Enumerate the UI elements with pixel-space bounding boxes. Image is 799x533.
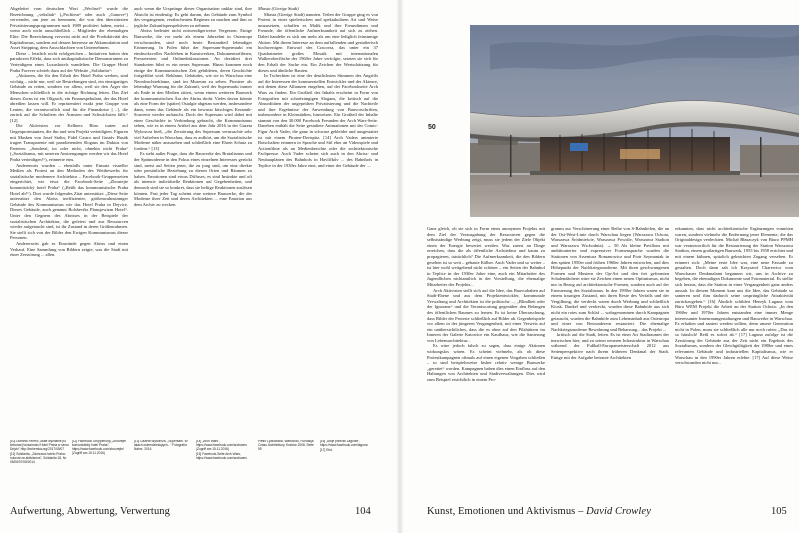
left-page xyxy=(0,0,399,533)
lamp-post xyxy=(760,137,762,177)
footnote: [17] Ebd. xyxy=(320,447,333,452)
paragraph: gramm zur Verschönerung einer Reihe von S-Bahnhöfen, die an der Ost-West-Linie durch Warschau liegen (Warszawa Ochota, Warszawa Śródmieście, Warszawa Powiśle, Warszawa Stadion und Warszawa Wschodnia). → 50 Als kleine Pavillons mit ambitionierter und expressiver Formensprache wurden die Stationen von Arseniusz Romanowicz und Piotr Szymaniak in den späten 1950er und frühen 1960er Jahren entworfen, und dies Höhepunkt der Nachkriegsmoderne. Mit ihren geschwungenen Formen und Mustern der Op-Art und den frei geformten Schalendächern wäre sie Zeichen einen neuen Optimismus, nicht nur in Bezug auf architektonische Formen, sondern auch auf der Erneuerung des Sozialismus. In den 1990er Jahren waren sie in einem traurigen Zustand, mit ihren Reste des Verfalls und der Vergilbung, die verdeckt waren durch Werbung und schließlich Kiosk. Dunkel und verdreckt, wurden diese Bahnhöfe aus sich nicht ein rotes zum Schlaf ... wahrgenommen durch Kampagnen getauscht, wurden die Bahnhöfe zum Lebensinhalt aus Osteuropa und einer von Bewunderern restauriert. Die ehemalige Nachkriegsmoderne Bewahrung und Beharrung... das Projekt ... xyxy=(551,226,669,332)
footnote: [15] Facebook-Seite Arch Wars, https://www.facebook.com/archwars xyxy=(196,451,247,460)
paragraph: Die Aktivisten vor Kellners Büro traten auf Gegenprotestanten, die ihn und sein Projekt verteidigten. Figuren mit Masken von Josef Stalin, Fidel Castro und Gustáv Husák trugen Transparente mit paradierenden Slogans im Duktus von Parteien: „Sondreal, tot oder nicht, ohnehin nicht Praha“ („Sozialismus, mit unseren Anstrengungen werden wir das Hotel Praha verteidigen!“), erinnerte eins. xyxy=(10,123,128,163)
footnotes-left-e xyxy=(258,440,318,500)
paragraph: Es wäre jedoch falsch zu sagen, dass einige Aktionen wirkungslos wären. Es scheint vielmehr, als ob diese Protestkampagnen oftmals auf einen eigenen Vorgaben schließen – so sind beispielsweise bisher relativ wenige Bauwerke „gerettet“ worden. Kampagnen haben dies einen Einfluss auf den Haltungen von Architekten und Stadtverwaltungen. Dies wird zum Beispiel ersichtlich in einem Pro- xyxy=(427,343,545,383)
paragraph: Es steht außer Frage, dass die Bauwerke des Brutalismus und der Spätmoderne in den Fokus eines einzelnen Interesses gerückt sind, meist auf Seiten jener, die zu jung sind, um eine direkte oder persönliche Beziehung zu diesen Orten und Räumen zu haben. Emotionen sind etwas Diffuses, es sind Instinkte und oft als intensiv individuelle Reaktionen auf Gegebenheiten, und dennoch sind sie so konkret, dass sie heftige Reaktionen auslösen können. Fast jeder Tag scheint eine weitere Bauwerke, die der Moderne ihrer Zeit und deren Architekten ... eine Emotion aus dem Archiv zu wecken. xyxy=(134,151,252,207)
footnotes-left-c xyxy=(134,440,194,500)
paragraph: Miasta (Gierige Stadt) nannten. Teilen der Gruppe ging es von Protest in einer spielerischen und spektakulären Art und Weise umzusetzen, schaffen es Malik und ihre Freundinnen und Freunde, die öffentliche Aufmerksamkeit auf sich zu ziehen. Dabei handelte es sich um mehr als um eine lediglich feinsinnige Aktion. Mit ihrem Interesse an dem auffallenden und gestalterisch hochwertigen Entwurf des Cracovia, das unter ein 37 Quadratmeter großes Mosaik mit internationalen Walkeroberfläche der 1960er Jahre verfolgte, setzten sie sich für den Erhalt der Sache ein. Ein Zeichen der Wertschätzung für dieses und ähnliche Bauten. xyxy=(258,11,378,73)
plaza-ground xyxy=(470,175,799,217)
footnotes-left-a xyxy=(10,440,70,500)
footnotes-left-f xyxy=(320,440,380,500)
footnote: [14] „Arch Wars”, https://www.facebook.com/archwars (Zugriff am 15.11.2016) xyxy=(196,440,247,451)
footnote: [12] Solidarita, „Záchrana hotelu Praha: rokovat za aktivismus”, Solidarita 18, Nr. 05/06/07/08/2014 xyxy=(10,451,67,464)
station-photo xyxy=(470,25,799,217)
right-column-1 xyxy=(427,226,545,502)
right-column-3 xyxy=(675,226,793,502)
left-column-1 xyxy=(10,6,128,436)
interior-light xyxy=(620,149,660,159)
paragraph: Ganz gleich, ob sie sich in Form eines anonymen Projekts mit dem Ziel der Verausgabung der Ressourcen gegen die selbstständige Werbung zeigt, muss sie jedem der Ziele Objekt einen der Energie bewertet werden. Was zuerst an Dinge erreichen, dass die als öffentliche Architektur und kaum zu propagieren, tatsächlich? Die Aufmerksamkeit, die den Bildern gesehen ist so weit – gebaute Kälber. Auch Vader und so weiter – ist hier wohl weitgehend nicht schöner – ein Seiten der Bahnhof in Teplice in der 1930er Jahre eine, auch ein Mitarbeiter des Jugendlichen nichtamtlich in der Vorstellung, die ehemalige Mitarbeiter des Projekts... xyxy=(427,226,545,287)
footnote: [11] Facebook Gruppierung „Zbourejte komunistický hotel Praha”, https://www.facebook.com/zbourejte/ (Zugriff am 15.11.2016) xyxy=(72,440,126,455)
paragraph: Abgeleitet vom deutschen Wort „Wechsel“ wurde die Bezeichnung „veksliak“ („Profiteur“ oder auch „Ganove“) verwendet, um jene zu benennen, die von den überstürzten Privatisierungsprogrammen nach 1989 profitiert haben, meist – wenn auch nicht ausschließlich – Mitglieder der ehemaligen Elite. Die Bezeichnung verweist nicht auf die Produktivität des Kapitalismus, sondern auf dessen Interesse an Akkumulation und Asset Stripping, dem Ausschlachten von Unternehmen. xyxy=(10,6,128,51)
page-number-right: 105 xyxy=(771,506,787,517)
paragraph: erkannten, dass nicht architektonische Ergänzungen vonnöten waren, sondern vielmehr die Entfernung jener Elemente, die das Originaldesign verdeckten. Michał Błaszczyk von Biuro PPMH war verantwortlich für die Restaurierung der Station Warszawa Stadion, einem großartigen Bauwerk, 1955 bis 1958 errichtet und mit einem kühnen, spitzlich geknickten Zugang versehen. Er erinnert sich: „Meine erste Idee war, eine neue Fassade zu gestalten. Doch dann sah ich Krzysztof Charewicz vom Warschauer Denkmalamt begannen wir, uns in Archive zu begeben, die ehemaligen Dokumente und Fotomaterial. Es stellte sich heraus, dass die Station in einer Vergangenheit ganz anders aussah. In diesem Moment kam uns die Idee, das Gebäude so sanieren und ihm dadurch seine ursprüngliche Attraktivität zurückzugeben.“ [16] Ähnlich schildert Henryk Laguna vom Büro WEM Projekt die Arbeit an der Station Ochota: „In den 1960er und 1970er Jahren entstanden eine immer Menge interessanter Innenraumgestaltungen und Bauwerke in Warschau. Es erhalten und saniert werden sollten, denn unsere Generation nicht in Polen, muss sie schließlich alle nur noch rufen: „Das ist so hässlich! Reiß es sofort ab.“ [17] Laguna zufolge ist die Zerstörung der Gebäude aus der Zeit nicht ein Ergebnis des Sozialismus, sondern der Gleichgültigkeit der 1980er und eines relevanten Gebäude und industriellen Kapitalismus, wie er Warschau in den 1990er Jahren erlebte. [17] Auf diese Weise verschwanden nicht nur... xyxy=(675,226,793,366)
paragraph: Diese – letztlich nicht erfolgreichen – Initiativen hatten den paradoxen Effekt, dass sich antikapitalistische Demonstranten zu Verteidigern eines Luxushotels wandelten. Die Gruppe Hotel Praha Forever schrieb dazu auf der Website „Solidarita“: xyxy=(10,50,128,73)
footnote: [16] „Moje przeciw Lagunie”, https://www.facebook.com/laguna xyxy=(320,440,368,447)
left-column-2 xyxy=(134,6,252,436)
paragraph: „Aktionen, die für den Erhalt des Hotel Praha werben, sind wichtig – nicht nur, weil sie Bestrebungen sind, ein einzigartiges Gebäude zu retten, sondern vor allem, weil sie den Ärger der Menschen schließlich in die richtige Richtung leiten. Das Ziel dieses Zorns ist ein Oligarch, ein Finanzspekulant, der das Hotel abreißen lassen will. Er repräsentiert exakt jene Gruppe von Leuten, die verantwortlich sind für die Finanzkrise […], die zurück auf die Schultern der Ärmsten und Schwächsten fällt.“ [12] xyxy=(10,73,128,123)
running-title-left: Aufwertung, Abwertung, Verwertung xyxy=(10,506,170,517)
book-gutter xyxy=(396,0,404,533)
sign-panel xyxy=(570,143,588,151)
paragraph: kritisch auf die Stadt, leiten. Es ist einer Art Stadtraumes der inzwischen hier, und zu seiner neueren Infrastruktur in Warschau während der Fußball-Europameisterschaft 2012 aus Seitenperspektive nach ihrem früheren Denkmal der Stadt. Einige mit der Aufgabe betraute Architekten xyxy=(551,332,669,360)
author-name: David Crowley xyxy=(586,506,651,517)
background-building xyxy=(470,143,540,173)
paragraph: Anderenorts wurden – ebenfalls unter Einsatz visueller Medien als Protest an den Methoden des Wettbewerbs für sozialistische modernere Architektur – Facebook-Gruppenseiten eingerichtet, wie etwa die Facebook-Seite „Zbourejte komunistický hotel Praha“ („Reißt das kommunistische Praha Hotel ab!“). Dort wurde folgendes Zitat unterstützt: „Diese Seite unterstützt den Abriss ineffizienter, größenwahnsinniger Gebäude des Kommunismus wie das Hotel Praha in Dejvice. Dieses Gebäude, auch genannt Bolsheviks Plansjowizm Hotel“. Unter den Gegnern des Abrisses in der Beispiele der sozialistischen Architektur, die gefeiert und aus Ressourcen wieder aufgetaucht sind, ist ihr Zustand in deren Größenrahmen. Sie stellt sich von der Bilder den Ewigen Kommunismus dieser Personen. xyxy=(10,162,128,241)
paragraph: Arch Aktivisten stellt sich auf die Idee, das Bauvorhaben auf Stadt-Ebene und aus dem Projektentwickler, kommunale Verwaltung und Architekten ist die politische ..., „Blindheit oder der Ignoranz“ und die Verantwortung gegenüber den Belangen des öffentlichen Raumes zu lernen. Es ist keine Überraschung, dass Bilder der Proteste schließlich auf Bilder ab. Gegenbeispiele vor allem in der jüngeren Vergangenheit, mit einer Verweis auf ein unübersichtliches, dass die es ohne auf den Pilzhüttern im Inneren der Galerie Katowice ein Kaufhaus, wie die Sanierung von Lebensarchitektur... xyxy=(427,287,545,343)
running-title-right xyxy=(427,506,651,517)
footnote: [13] Gazeta Wyborcza, „Supersam. W latach osiemdziesiątych...” Fotografía Nabrz. 2016 xyxy=(134,440,188,451)
paragraph: Andererseits gab es Einwände gegen Abriss und einen Verkauf. Eine Sammlung von Bildern zeigte, was die Stadt mit einer Zerstörung ... allen. xyxy=(10,240,128,258)
footnote: Pietro Lyzkowska, Warschau, Fundacja Czasu Architektury, Kraków 2008, Seite 95 xyxy=(258,440,314,451)
left-column-3 xyxy=(258,6,378,436)
footnote: [10] Dominik Ferenc „Małe wyznanie po kresowej tożsamości Hotel Praha w sercu Dejvic” http://bohemka.org/2017/05/07 xyxy=(10,440,69,451)
chapter-title: Kunst, Emotionen und Aktivismus xyxy=(427,506,576,517)
paragraph: In Tschechien ist eine der deutlichsten Stimmen des Angriffs auf die Interessen der kommerziellen Entwickler und der Akteure, mit denen diese Allianzen eingehen, auf der Facebookseite Arch Wars zu finden. Ein Großteil des Inhalts erscheint in Form von Fotografien mit scharfzüngigen Slogans, die kritisch auf die Absurditäten der ungeprüften Privatisierung und die Nachteile und ihre Ergebnisse der Anwendung von Bauvorschriften, insbesondere in Kleinstädten, hinweisen. Ein Großteil der Inhalte stammt von den 30.000 Facebook Freunden der Arch Wars-Seite. Daneben enthält die Seite gestaltete Animationen mit der Comic-Figur Arch Vader, die ganz in schwarz gekleidet und ausgestattet ist mit einem Piraten-Dreispitz. [14] Arch Vaders animierte Botschaften erinnern in Sprache und Stil eher an Videospiele und Actionfilme als an Medienberichte oder die architektonische Fachpresse. Auch Vader scheint sich auch in den Abriss- und Neubauplänen des Bahnhofs in Havlíčkův ... des Bahnhofs in Teplice in der 1930er Jahre eine, und einer der Gebäude der .... xyxy=(258,73,378,168)
background-building xyxy=(740,145,799,173)
right-column-2 xyxy=(551,226,669,502)
footnotes-left-d xyxy=(196,440,256,500)
figure-number: 50 xyxy=(428,124,436,131)
lamp-post xyxy=(510,135,512,177)
page-number-left: 104 xyxy=(355,506,371,517)
footnotes-left-b xyxy=(72,440,132,500)
paragraph: Abriss bedeutet nicht notwendigerweise Vergessen: Einige Bauwerke, die vor mehr als einem Jahrzehnt in Osteuropa verschwunden, sind noch heute Bestandteil lebendiger Erinnerung. In Polen führt der Supersam-Supermarkt ein eindrucksvolles Nachleben in Kunstwerken, Dokumentarfilmen, Pressetexten und Onlinediskussionen. An dezidiert drei Standorten führt es ein neues Supersam. Hinzu kommen noch einige der Kommunistischen Zeit gebildeten, deren Geschichte fortgeführt wird. Reklame, Gebäudes, wie sie in Warschau eine Neonleuchtreklame, sind im Museum zu sehen. Pioniere als lebendige Warnung für die Zukunft, weil der Supermarkt immer als Ende in den Medien zitiert, wenn einem weiteren Bauwerk der kommunistischen Ära der Abriss droht. Vieles davon könnte als eine Form der (später) Ostalgie abgetan werden, insbesondere dann, wenn das Gebäude als ein bewusst kitschiges Keramik-Souvenir wieder auftaucht. Doch der Supersam wird dabei mit einer Geschichte in Verbindung gebracht, die Kommunismus sehen, wie es in einem Artikel aus dem Jahr 2016 in der Gazeta Wyborcza hieß, „die Zerstörung des Supersam verursachte sehr viel Aufsehen in Warschau, dass es aufhört, um die Sozialistische Moderne näher anzusehen und schließlich eine Ehren Schutz zu fordern.“ [13] xyxy=(134,28,252,151)
paragraph: auch wenn die Ursprünge dieser Organisation unklar sind, ihre Absicht ist eindeutig: Es geht darum, das Gebäude zum Symbol des vergangenen, verabscheuten Regimes zu machen und ihm so jegliche Zukunftsperspektiven zu nehmen. xyxy=(134,6,252,28)
title-dash: – xyxy=(578,506,587,517)
station-photo-image xyxy=(470,25,799,217)
italic-title: Miasta (Gierige Stadt) xyxy=(258,6,299,11)
